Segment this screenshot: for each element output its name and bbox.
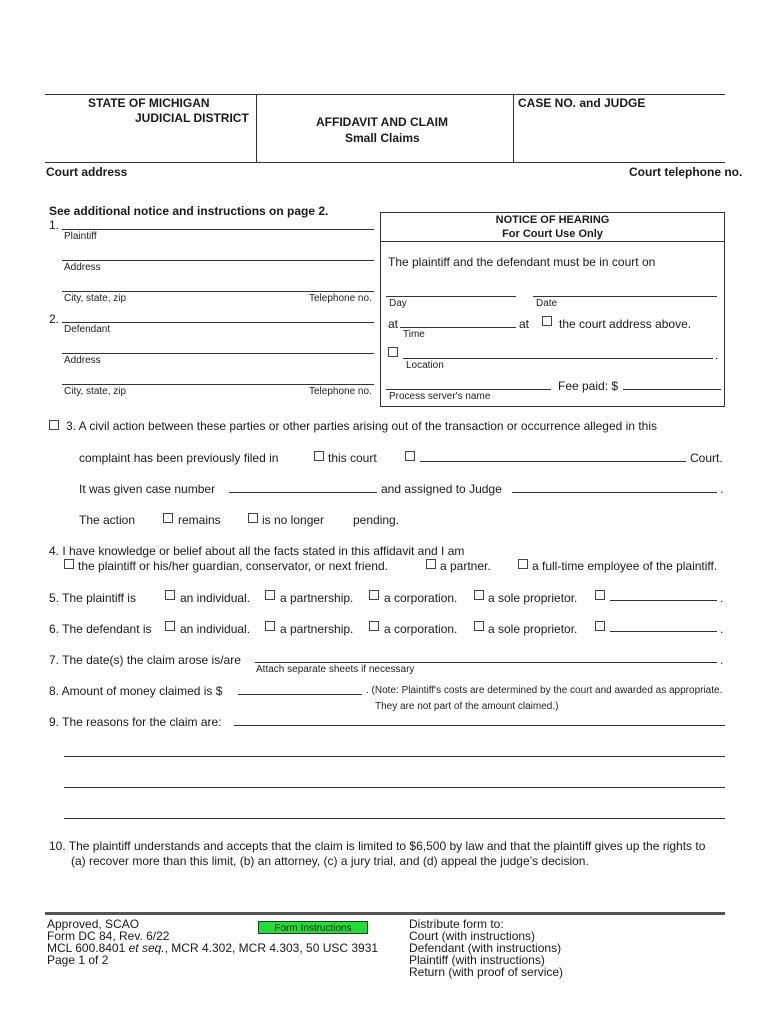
header-top-rule [45,94,725,95]
defendant-other-field[interactable] [610,631,717,632]
item7-label: 7. The date(s) the claim arose is/are [49,653,241,667]
reasons-line-2[interactable] [64,756,725,757]
plaintiff-sole-label: a sole proprietor. [488,591,578,605]
judge-field[interactable] [512,492,717,493]
assigned-judge-label: and assigned to Judge [381,482,502,496]
item7-period: . [720,653,724,667]
mcl-part-b: , MCR 4.302, MCR 4.303, 50 USC 3931 [164,941,379,955]
hearing-time-field[interactable] [400,327,516,328]
location-field[interactable] [403,358,713,359]
form-title: AFFIDAVIT AND CLAIM [316,115,448,129]
plaintiff-address-label: Address [64,262,101,273]
partner-label: a partner. [440,559,491,573]
distribute-defendant: Defendant (with instructions) [409,941,562,955]
no-longer-label: is no longer [262,513,325,527]
item6-label: 6. The defendant is [49,622,152,636]
hearing-at-label: at [388,317,399,331]
mcl-et-seq: et seq. [128,941,165,955]
court-address-above-checkbox[interactable] [542,316,552,326]
plaintiff-corporation-label: a corporation. [384,591,458,605]
defendant-phone-label: Telephone no. [309,386,372,397]
employee-label: a full-time employee of the plaintiff. [532,559,718,573]
plaintiff-city-label: City, state, zip [64,293,127,304]
plaintiff-number: 1. [49,218,60,232]
court-address-label: Court address [46,165,128,179]
case-no-label: CASE NO. and JUDGE [518,96,646,110]
hearing-subtitle: For Court Use Only [502,228,603,240]
plaintiff-corporation-checkbox[interactable] [369,590,379,600]
defendant-number: 2. [49,312,60,326]
hearing-date-field[interactable] [533,296,717,297]
item3-checkbox[interactable] [49,420,59,430]
defendant-name-field[interactable] [62,322,374,323]
fee-paid-label: Fee paid: $ [558,379,619,393]
footer-rule [45,912,725,915]
hearing-title-rule [380,241,725,242]
mcl-part-a: MCL 600.8401 [47,941,129,955]
reasons-line-4[interactable] [64,818,725,819]
guardian-label: the plaintiff or his/her guardian, conservator, or next friend. [78,559,388,573]
plaintiff-partnership-label: a partnership. [280,591,354,605]
distribute-court: Court (with instructions) [409,929,536,943]
item10-line2: (a) recover more than this limit, (b) an attorney, (c) a jury trial, and (d) appeal the judge’s decision. [71,854,589,868]
this-court-label: this court [328,451,377,465]
notice-line: See additional notice and instructions on page 2. [49,204,329,218]
this-court-checkbox[interactable] [314,451,324,461]
plaintiff-other-checkbox[interactable] [595,590,605,600]
plaintiff-phone-label: Telephone no. [309,293,372,304]
location-period: . [715,348,719,362]
plaintiff-name-label: Plaintiff [64,231,97,242]
plaintiff-sole-checkbox[interactable] [474,590,484,600]
page-indicator: Page 1 of 2 [47,953,109,967]
item5-period: . [720,591,724,605]
plaintiff-individual-label: an individual. [180,591,251,605]
state-label: STATE OF MICHIGAN [88,96,210,110]
item8-label: 8. Amount of money claimed is $ [49,684,223,698]
plaintiff-other-field[interactable] [610,600,717,601]
location-checkbox[interactable] [388,347,398,357]
hearing-time-label: Time [403,329,425,340]
other-court-checkbox[interactable] [405,451,415,461]
amount-note-2: They are not part of the amount claimed.) [375,701,559,712]
defendant-address-label: Address [64,355,101,366]
no-longer-checkbox[interactable] [248,513,258,523]
defendant-partnership-checkbox[interactable] [265,621,275,631]
partner-checkbox[interactable] [426,559,436,569]
defendant-partnership-label: a partnership. [280,622,354,636]
given-case-label: It was given case number [79,482,216,496]
reasons-line-1[interactable] [234,725,725,726]
court-phone-label: Court telephone no. [629,165,743,179]
header-divider-2 [513,94,514,163]
amount-claimed-field[interactable] [238,694,362,695]
defendant-other-checkbox[interactable] [595,621,605,631]
defendant-sole-label: a sole proprietor. [488,622,578,636]
header-divider-1 [256,94,257,163]
hearing-at2-label: at [519,317,530,331]
process-server-label: Process server's name [389,391,491,402]
item10-line1: 10. The plaintiff understands and accepts that the claim is limited to $6,500 by law and that the plaintiff gives up the rights to [49,839,706,853]
remains-label: remains [178,513,221,527]
defendant-name-label: Defendant [64,324,111,335]
header-bottom-rule [45,162,725,163]
reasons-line-3[interactable] [64,787,725,788]
hearing-day-label: Day [389,298,407,309]
distribute-return: Return (with proof of service) [409,965,564,979]
other-court-field[interactable] [420,461,686,462]
guardian-checkbox[interactable] [64,559,74,569]
item5-label: 5. The plaintiff is [49,591,136,605]
court-label: Court. [690,451,723,465]
process-server-field[interactable] [386,389,551,390]
defendant-city-field[interactable] [62,384,374,385]
location-label: Location [406,360,444,371]
plaintiff-partnership-checkbox[interactable] [265,590,275,600]
distribute-label: Distribute form to: [409,917,504,931]
attach-sheets-note: Attach separate sheets if necessary [256,664,415,675]
form-subtitle: Small Claims [345,131,420,145]
plaintiff-address-field[interactable] [62,260,374,261]
item3-line1: 3. A civil action between these parties or other parties arising out of the transaction or occurrence alleged in this [66,419,657,433]
defendant-corporation-label: a corporation. [384,622,458,636]
form-instructions-button[interactable]: Form Instructions [258,921,368,934]
distribute-plaintiff: Plaintiff (with instructions) [409,953,545,967]
hearing-date-label: Date [536,298,558,309]
form-number: Form DC 84, Rev. 6/22 [47,929,170,943]
plaintiff-city-field[interactable] [62,291,374,292]
hearing-title: NOTICE OF HEARING [495,214,610,226]
employee-checkbox[interactable] [518,559,528,569]
defendant-address-field[interactable] [62,353,374,354]
case-number-field[interactable] [229,492,377,493]
claim-dates-field[interactable] [255,662,717,663]
court-address-above-label: the court address above. [559,317,692,331]
district-label: JUDICIAL DISTRICT [135,111,249,125]
defendant-city-label: City, state, zip [64,386,127,397]
defendant-corporation-checkbox[interactable] [369,621,379,631]
fee-paid-field[interactable] [623,389,721,390]
item4-line1: 4. I have knowledge or belief about all the facts stated in this affidavit and I am [49,544,465,558]
amount-note-1: . (Note: Plaintiff's costs are determined by the court and awarded as appropriate. [366,685,723,696]
item3-period: . [720,482,724,496]
hearing-day-field[interactable] [386,296,516,297]
the-action-label: The action [79,513,136,527]
defendant-individual-label: an individual. [180,622,251,636]
pending-label: pending. [353,513,400,527]
plaintiff-individual-checkbox[interactable] [165,590,175,600]
item9-label: 9. The reasons for the claim are: [49,715,222,729]
hearing-must-be: The plaintiff and the defendant must be in court on [388,255,656,269]
item3-filed-in: complaint has been previously filed in [79,451,279,465]
plaintiff-name-field[interactable] [62,229,374,230]
remains-checkbox[interactable] [163,513,173,523]
approved-label: Approved, SCAO [47,917,140,931]
item6-period: . [720,622,724,636]
defendant-sole-checkbox[interactable] [474,621,484,631]
defendant-individual-checkbox[interactable] [165,621,175,631]
